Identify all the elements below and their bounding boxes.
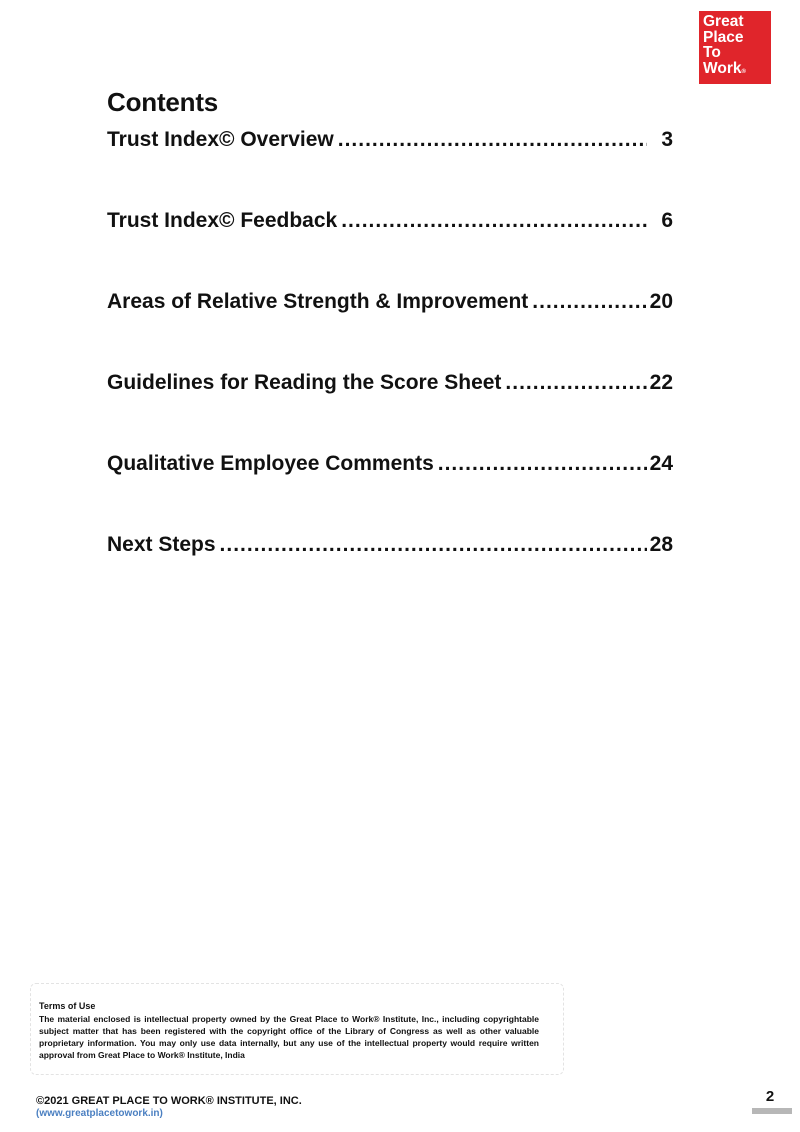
toc-leader-dots	[532, 290, 647, 314]
toc-entry-label: Trust Index© Overview	[107, 128, 334, 151]
toc-entry[interactable]	[107, 209, 673, 290]
great-place-to-work-logo	[699, 11, 771, 84]
table-of-contents	[107, 128, 673, 614]
terms-of-use-box	[30, 983, 564, 1075]
toc-entry-page: 6	[661, 209, 673, 232]
toc-entry[interactable]	[107, 452, 673, 533]
terms-body: The material enclosed is intellectual property owned by the Great Place to Work® Institute, Inc., including copyrightable subject matter that has been registered with the copyright office of the Library of Congress as well as other valuable proprietary information. You may only use data internally, but any use of the intellectual property would require written approval from Great Place to Work® Institute, India	[39, 1014, 539, 1060]
toc-entry-page: 22	[649, 371, 673, 394]
toc-entry[interactable]	[107, 533, 673, 614]
logo-line: Work®	[703, 59, 746, 77]
toc-entry-page: 24	[649, 452, 673, 475]
footer-copyright: ©2021 GREAT PLACE TO WORK® INSTITUTE, INC.	[36, 1095, 302, 1107]
toc-entry-label: Qualitative Employee Comments	[107, 452, 434, 475]
toc-entry-page: 3	[661, 128, 673, 151]
toc-leader-dots	[438, 452, 647, 476]
toc-entry-page: 20	[649, 290, 673, 313]
toc-entry[interactable]	[107, 290, 673, 371]
terms-title: Terms of Use	[39, 1001, 96, 1011]
page-number: 2	[765, 1088, 775, 1105]
toc-entry-label: Guidelines for Reading the Score Sheet	[107, 371, 502, 394]
toc-entry-label: Areas of Relative Strength & Improvement	[107, 290, 529, 313]
logo-line: Place	[703, 28, 744, 46]
toc-leader-dots	[338, 128, 647, 152]
page-number-bar	[752, 1108, 792, 1114]
toc-entry-label: Next Steps	[107, 533, 216, 556]
page-title: Contents	[107, 87, 219, 117]
logo-line: Great	[703, 13, 744, 30]
toc-leader-dots	[220, 533, 647, 557]
toc-entry-page: 28	[649, 533, 673, 556]
registered-mark: ®	[741, 68, 746, 75]
toc-leader-dots	[505, 371, 647, 395]
footer-website-link[interactable]: (www.greatplacetowork.in)	[36, 1108, 163, 1119]
toc-leader-dots	[341, 209, 647, 233]
logo-line: To	[703, 44, 721, 61]
toc-entry[interactable]	[107, 128, 673, 209]
toc-entry[interactable]	[107, 371, 673, 452]
toc-entry-label: Trust Index© Feedback	[107, 209, 338, 232]
